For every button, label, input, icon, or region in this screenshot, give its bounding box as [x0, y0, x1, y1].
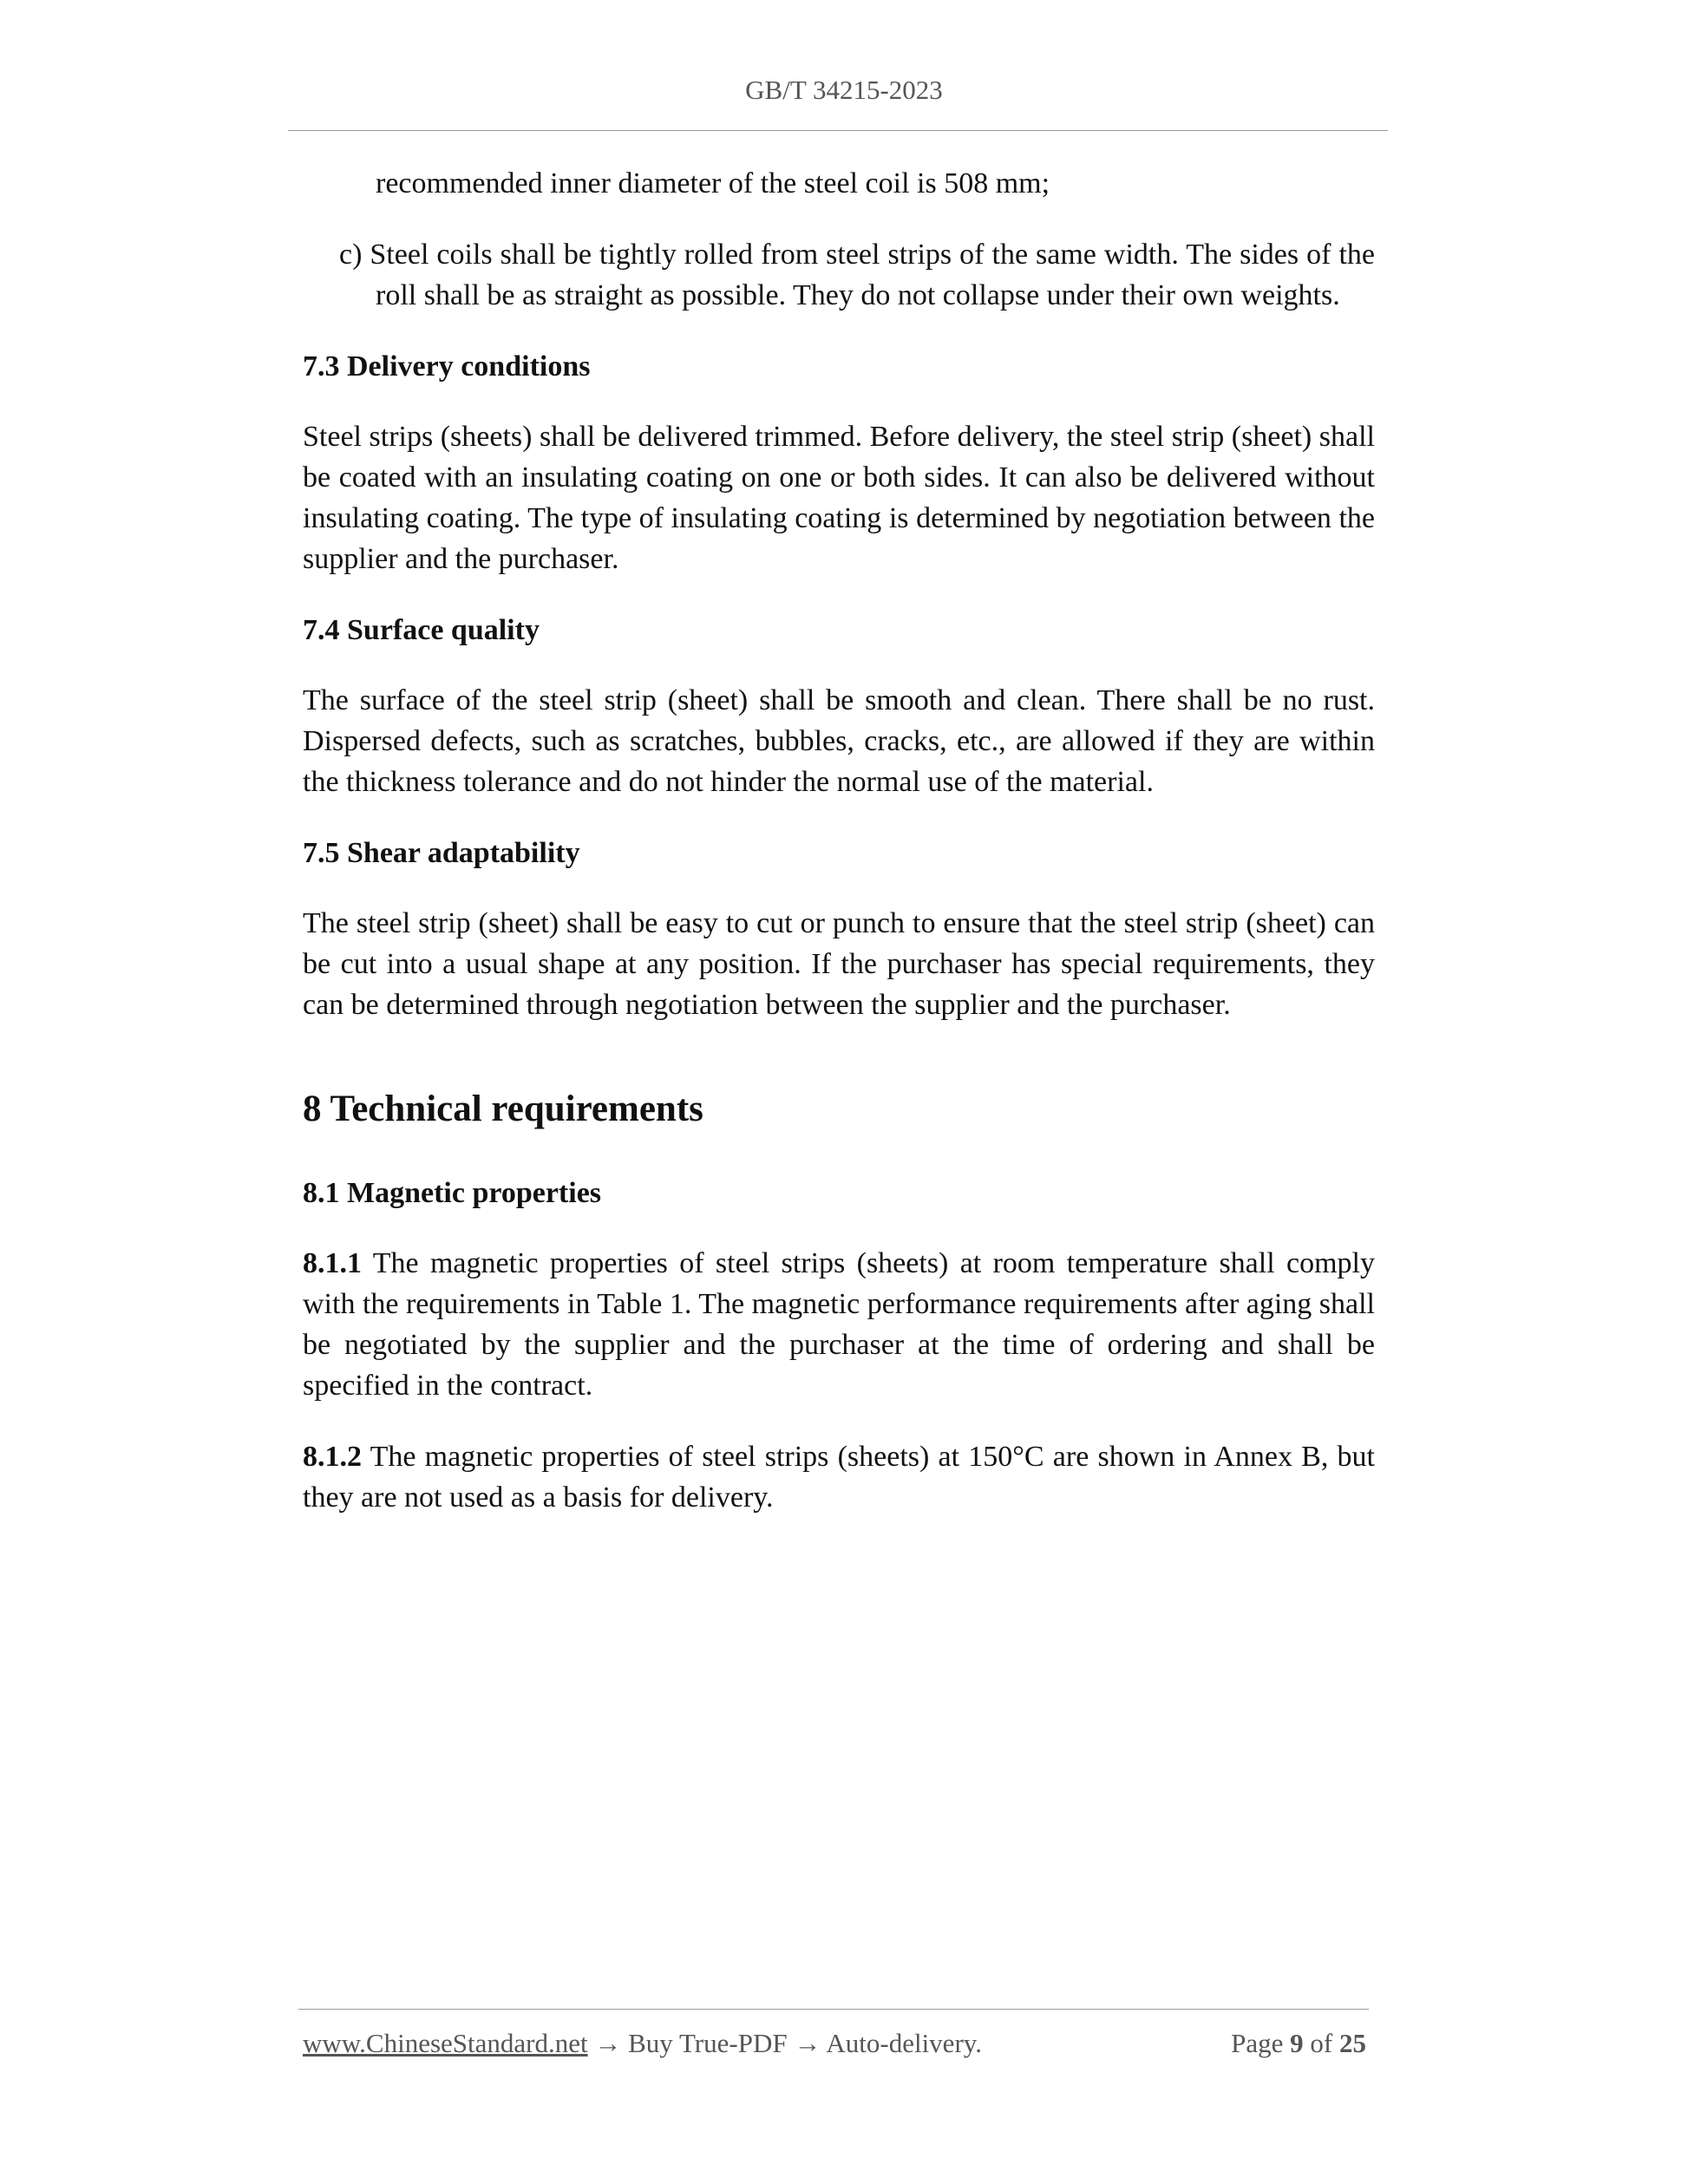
heading-7-3: 7.3 Delivery conditions [303, 350, 591, 383]
clause-number-8-1-1: 8.1.1 [303, 1247, 362, 1279]
footer-promo-text: → Buy True-PDF → Auto-delivery. [587, 2028, 982, 2058]
page-current: 9 [1290, 2028, 1304, 2058]
page-content [303, 163, 1375, 1548]
page-indicator [1231, 2028, 1366, 2059]
paragraph-8-1-1 [303, 1243, 1375, 1406]
footer-left [303, 2028, 982, 2059]
page-label: Page [1231, 2028, 1284, 2058]
paragraph-7-5: The steel strip (sheet) shall be easy to cut or punch to ensure that the steel strip (sheet) can be cut into a usual shape at any position. If the purchaser has special requirements, they can be determined through negotiation between the supplier and the purchaser. [303, 907, 1375, 1021]
heading-7-5: 7.5 Shear adaptability [303, 837, 580, 869]
paragraph-7-4: The surface of the steel strip (sheet) shall be smooth and clean. There shall be no rust. Dispersed defects, such as scratches, bubbles, cracks, etc., are allowed if they are within the thickness tolerance and do not hinder the normal use of the material. [303, 684, 1375, 798]
page-footer [303, 2028, 1366, 2059]
continuation-text: recommended inner diameter of the steel coil is 508 mm; [376, 167, 1050, 199]
heading-8: 8 Technical requirements [303, 1089, 703, 1129]
list-item-c: c) Steel coils shall be tightly rolled from steel strips of the same width. The sides of the roll shall be as straight as possible. They do not collapse under their own weights. [339, 239, 1375, 311]
clause-number-8-1-2: 8.1.2 [303, 1441, 362, 1473]
heading-8-1: 8.1 Magnetic properties [303, 1177, 602, 1209]
page-of-label: of [1310, 2028, 1333, 2058]
paragraph-7-3: Steel strips (sheets) shall be delivered trimmed. Before delivery, the steel strip (sheet) shall be coated with an insulating coating on one or both sides. It can also be delivered without insulating coating. The type of insulating coating is determined by negotiation between the supplier and the purchaser. [303, 421, 1375, 575]
heading-7-4: 7.4 Surface quality [303, 614, 540, 646]
header-divider [288, 130, 1388, 131]
clause-text-8-1-2: The magnetic properties of steel strips (sheets) at 150°C are shown in Annex B, but they are not used as a basis for delivery. [303, 1441, 1375, 1514]
paragraph-8-1-2 [303, 1436, 1375, 1518]
page-total: 25 [1339, 2028, 1366, 2058]
document-header: GB/T 34215-2023 [745, 75, 943, 105]
clause-text-8-1-1: The magnetic properties of steel strips (sheets) at room temperature shall comply with the requirements in Table 1. The magnetic performance requirements after aging shall be negotiated by the supplier and the purchaser at the time of ordering and shall be specified in the contract. [303, 1247, 1375, 1402]
site-link[interactable]: www.ChineseStandard.net [303, 2028, 588, 2058]
footer-divider [298, 2009, 1369, 2010]
